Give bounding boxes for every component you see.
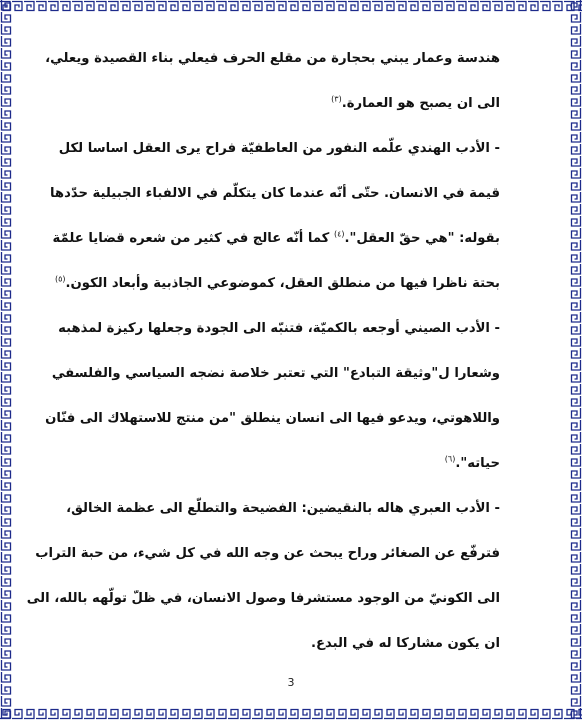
text-span: حياته". <box>455 456 500 471</box>
text-line: - الأدب الصيني أوجعه بالكميّة، فتنبّه الى الجودة وجعلها ركيزة لمذهبه <box>58 321 500 336</box>
text-line <box>84 81 500 126</box>
page-number: 3 <box>287 676 295 689</box>
text-line: قيمة في الانسان. حتّى أنّه عندما كان يتكلّم في الالفباء الجبيلية حدّدها <box>49 186 500 201</box>
footnote-marker: (٣) <box>331 94 342 104</box>
text-line: الى الكونيّ من الوجود مستشرفا وصول الانسان، في ظلّ تولّهه بالله، الى <box>26 591 500 606</box>
text-span: بقوله: "هي حقّ العقل". <box>344 231 500 246</box>
text-line: - الأدب الهندي علّمه النفور من العاطفيّة فراح يرى العقل اساسا لكل <box>58 141 500 156</box>
greek-key-border-icon <box>570 0 582 720</box>
paragraph-indian-literature <box>49 126 500 306</box>
text-line: ان يكون مشاركا له في البدع. <box>310 636 500 651</box>
text-line: هندسة وعمار يبني بحجارة من مقلع الحرف فيعلي بناء القصيدة ويعلي، <box>45 51 500 66</box>
text-line <box>55 261 500 306</box>
text-line <box>84 441 500 486</box>
text-line <box>52 216 500 261</box>
text-line: - الأدب العبري هاله بالنقيضين: الفضيحة والتطلّع الى عظمة الخالق، <box>66 501 500 516</box>
text-line: وشعارا ل"وثيقة التبادع" التي تعتبر خلاصة نضجه السياسي والفلسفي <box>51 366 500 381</box>
paragraph-hebrew-literature <box>26 486 500 666</box>
greek-key-border-icon <box>0 0 582 12</box>
paragraph-continuation <box>45 36 500 126</box>
greek-key-border-icon <box>0 708 582 720</box>
page-body <box>26 36 500 666</box>
footnote-marker: (٦) <box>444 454 456 464</box>
text-line: واللاهوتي، ويدعو فيها الى انسان ينطلق "من منتج للاستهلاك الى فنّان <box>45 411 500 426</box>
footnote-marker: (٥) <box>55 274 66 284</box>
text-span: الى ان يصبح هو العمارة. <box>341 96 500 111</box>
text-line: فترفّع عن الصغائر وراح يبحث عن وجه الله في كل شيء، من حبة التراب <box>35 546 500 561</box>
paragraph-chinese-literature <box>45 306 500 486</box>
text-span: كما أنّه عالج في كثير من شعره قضايا علمّة <box>52 231 330 246</box>
greek-key-border-icon <box>0 0 12 720</box>
text-span: بحتة ناظرا فيها من منطلق العقل، كموضوعي الجاذبية وأبعاد الكون. <box>65 276 500 291</box>
footnote-marker: (٤) <box>333 229 345 239</box>
